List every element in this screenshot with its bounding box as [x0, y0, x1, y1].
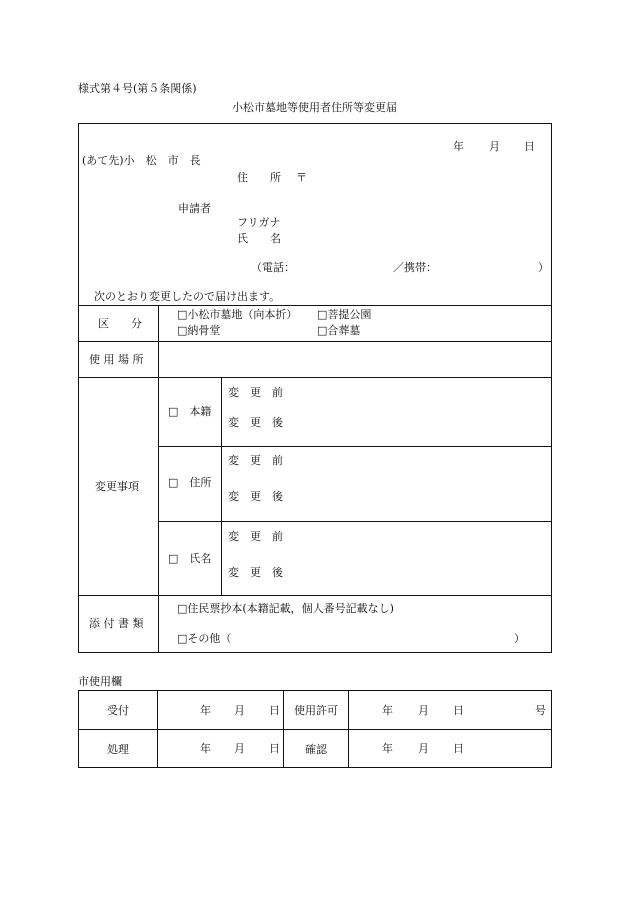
permit-date[interactable] — [349, 691, 552, 730]
attachment-option-other[interactable]: □その他（ — [177, 632, 232, 645]
permit-number-suffix: 号 — [535, 704, 546, 717]
classification-option-communal-grave[interactable]: □合葬墓 — [317, 324, 361, 337]
permit-year: 年 — [382, 704, 393, 717]
address-before-label: 変 更 前 — [228, 454, 283, 467]
form-title: 小松市墓地等使用者住所等変更届 — [232, 101, 397, 114]
honseki-before-label: 変 更 前 — [228, 386, 283, 399]
processing-label: 処理 — [79, 730, 158, 768]
address-after-label: 変 更 後 — [228, 490, 283, 503]
usage-place-label: 使 用 場 所 — [89, 353, 144, 366]
address-label: 住 所 — [237, 171, 281, 184]
reception-label: 受付 — [79, 691, 158, 730]
honseki-after-label: 変 更 後 — [228, 416, 283, 429]
furigana-label: フリガナ — [237, 216, 281, 229]
confirm-month: 月 — [418, 742, 429, 755]
processing-day: 日 — [269, 742, 280, 755]
notice-text: 次のとおり変更したので届け出ます。 — [94, 290, 281, 303]
classification-option-cemetery[interactable]: □小松市墓地（向本折） — [177, 308, 298, 321]
classification-label: 区 分 — [98, 317, 142, 330]
changes-label: 変更事項 — [95, 480, 139, 493]
reception-year: 年 — [200, 704, 211, 717]
phone-label: （電話： — [251, 261, 295, 274]
confirm-year: 年 — [382, 742, 393, 755]
attachment-other-close-paren: ） — [514, 632, 525, 645]
usage-place-field[interactable] — [160, 343, 550, 376]
date-year-label: 年 — [453, 140, 464, 153]
name-after-label: 変 更 後 — [228, 566, 283, 579]
mobile-label: ／携帯： — [393, 261, 437, 274]
addressee: (あて先)小 松 市 長 — [82, 154, 201, 167]
office-use-table — [78, 690, 552, 768]
classification-option-bodai-park[interactable]: □菩提公園 — [317, 308, 372, 321]
date-day-label: 日 — [524, 140, 535, 153]
name-before-label: 変 更 前 — [228, 530, 283, 543]
permit-label: 使用許可 — [284, 691, 349, 730]
main-form — [78, 123, 552, 653]
postal-mark: 〒 — [296, 171, 307, 184]
reception-date[interactable] — [158, 691, 284, 730]
name-label: 氏 名 — [237, 232, 281, 245]
permit-day: 日 — [453, 704, 464, 717]
confirm-date[interactable] — [349, 730, 552, 768]
confirm-label: 確認 — [284, 730, 349, 768]
reception-day: 日 — [269, 704, 280, 717]
change-item-name[interactable]: □ 氏名 — [168, 552, 212, 565]
processing-year: 年 — [200, 742, 211, 755]
phone-close-paren: ） — [538, 261, 549, 274]
attachment-option-juminhyo[interactable]: □住民票抄本(本籍記載，個人番号記載なし) — [177, 602, 394, 615]
reception-month: 月 — [234, 704, 245, 717]
permit-month: 月 — [418, 704, 429, 717]
classification-option-ossuary[interactable]: □納骨堂 — [177, 324, 221, 337]
form-number: 様式第４号(第５条関係) — [78, 82, 197, 95]
change-item-address[interactable]: □ 住所 — [168, 476, 212, 489]
date-month-label: 月 — [489, 140, 500, 153]
office-use-label: 市使用欄 — [78, 675, 122, 688]
confirm-day: 日 — [453, 742, 464, 755]
attachments-label: 添 付 書 類 — [89, 617, 144, 630]
processing-date[interactable] — [158, 730, 284, 768]
processing-month: 月 — [234, 742, 245, 755]
change-item-honseki[interactable]: □ 本籍 — [168, 405, 212, 418]
applicant-label: 申請者 — [178, 202, 211, 215]
